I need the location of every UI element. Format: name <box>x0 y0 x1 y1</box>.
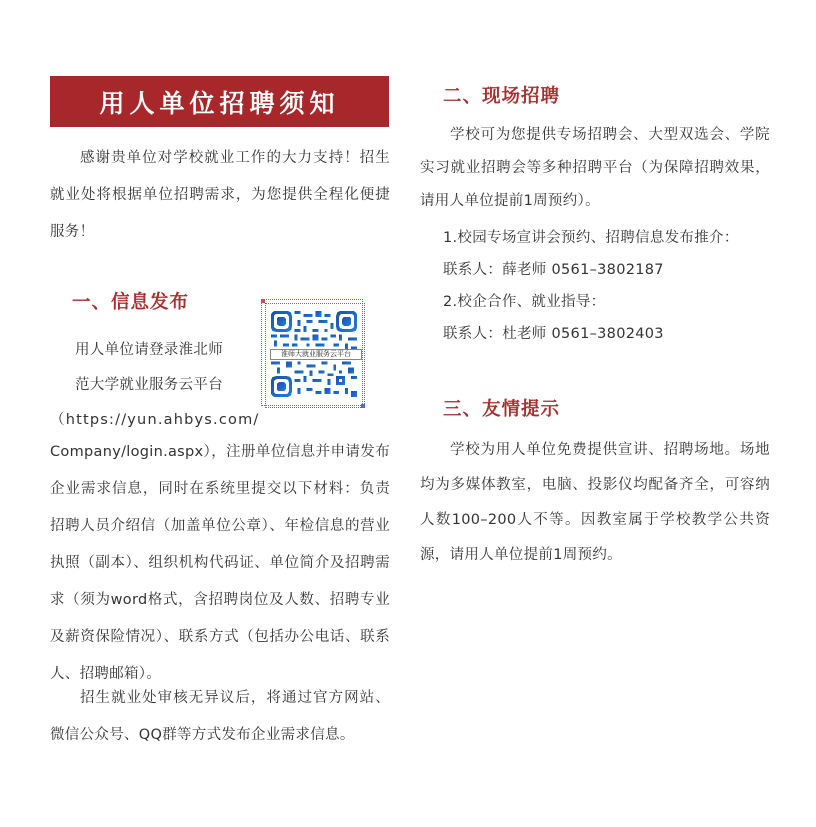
section2-item-2: 2.校企合作、就业指导： <box>443 294 606 310</box>
section1-body-2: 招生就业处审核无异议后，将通过官方网站、 微信公众号、QQ群等方式发布企业需求信息。 <box>50 690 390 743</box>
section-heading-info-release: 一、信息发布 <box>72 292 190 313</box>
page-title-banner <box>50 76 389 127</box>
qr-code-label: 淮师大就业服务云平台 <box>270 349 362 360</box>
section-heading-onsite-recruitment: 二、现场招聘 <box>443 86 561 107</box>
section2-contact-2: 联系人：杜老师 0561–3802403 <box>443 326 664 342</box>
section2-contact-1: 联系人：薛老师 0561–3802187 <box>443 262 664 278</box>
qr-code-frame <box>261 299 365 408</box>
page-title: 用人单位招聘须知 <box>99 88 340 118</box>
section1-line-1: 用人单位请登录淮北师 <box>75 342 223 358</box>
section1-body: Company/login.aspx），注册单位信息并申请发布企业需求信息，同时在系统里提交以下材料：负责招聘人员介绍信（加盖单位公章）、年检信息的营业执照（副本）、组织机构代码证、单位简介及招聘需求（须为word格式，含招聘岗位及人数、招聘专业及薪资保险情况）、联系方式（包括办公电话、联系人、招聘邮箱）。 <box>50 444 390 682</box>
section3-body: 学校为用人单位免费提供宣讲、招聘场地。场地均为多媒体教室，电脑、投影仪均配备齐全，可容纳人数100–200人不等。因教室属于学校教学公共资源，请用人单位提前1周预约。 <box>420 442 770 563</box>
section1-url-start: （https://yun.ahbys.com/ <box>50 412 260 428</box>
section2-item-1: 1.校园专场宣讲会预约、招聘信息发布推介： <box>443 230 739 246</box>
section-heading-friendly-tips: 三、友情提示 <box>443 399 561 420</box>
intro-paragraph: 感谢贵单位对学校就业工作的大力支持！招生就业处将根据单位招聘需求，为您提供全程化便捷服务！ <box>50 150 390 240</box>
section2-body: 学校可为您提供专场招聘会、大型双选会、学院实习就业招聘会等多种招聘平台（为保障招聘效果，请用人单位提前1周预约）。 <box>420 127 770 209</box>
section1-line-2: 范大学就业服务云平台 <box>75 377 223 393</box>
